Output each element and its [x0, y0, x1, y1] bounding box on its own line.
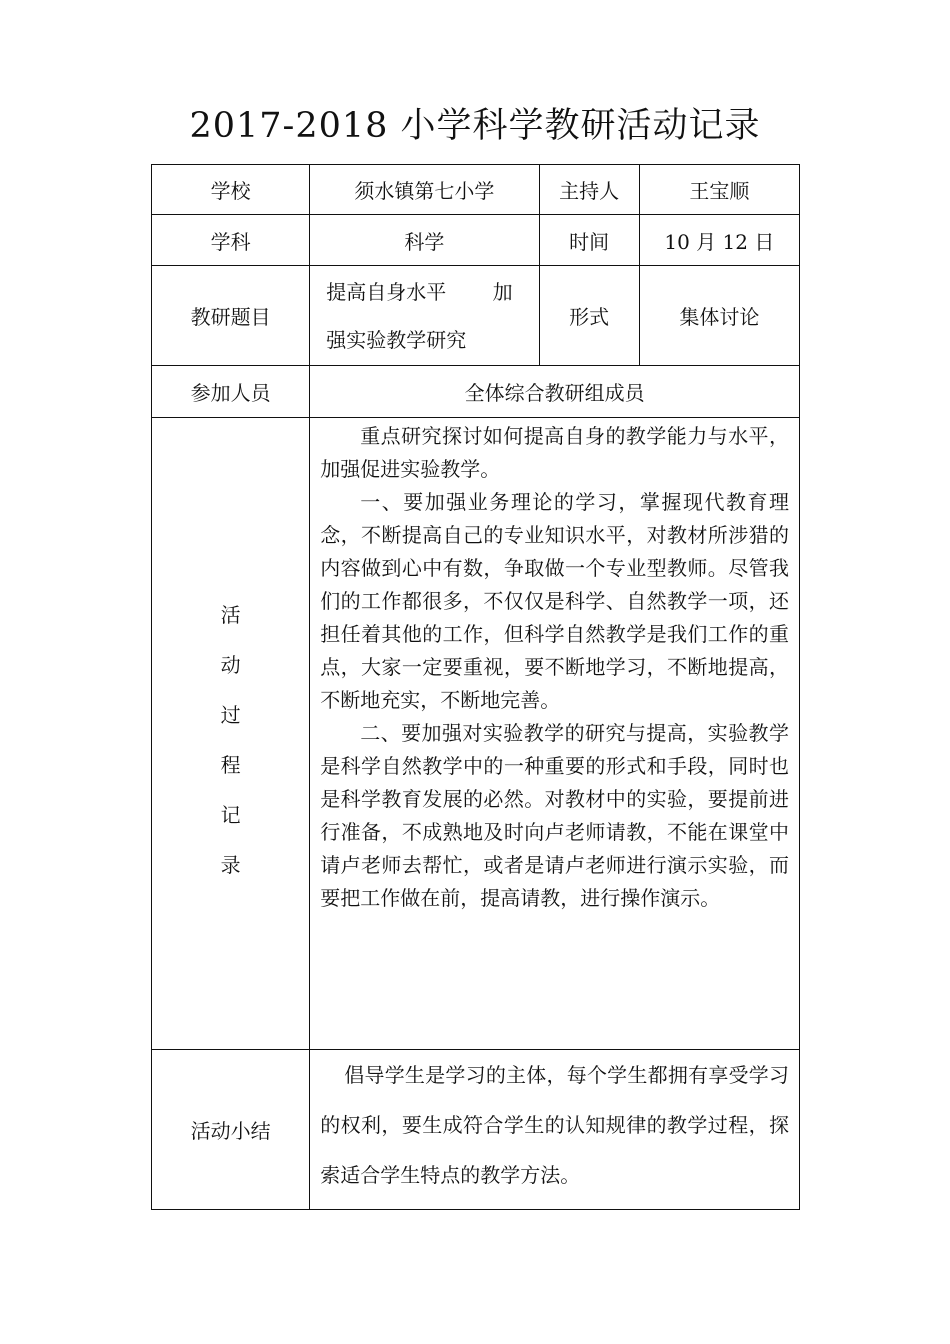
process-label-char: 活 — [220, 603, 241, 627]
time-value: 10 月 12 日 — [639, 215, 799, 266]
participants-label: 参加人员 — [152, 366, 310, 418]
process-row — [152, 418, 800, 1050]
summary-row — [152, 1050, 800, 1210]
process-paragraph: 一、要加强业务理论的学习，掌握现代教育理念，不断提高自己的专业知识水平，对教材所涉猎的内容做到心中有数，争取做一个专业型教师。尽管我们的工作都很多，不仅仅是科学、自然教学一项，还担任着其他的工作，但科学自然教学是我们工作的重点，大家一定要重视，要不断地学习，不断地提高，不断地充实，不断地完善。 — [320, 490, 789, 712]
host-value: 王宝顺 — [639, 165, 799, 215]
summary-text: 倡导学生是学习的主体，每个学生都拥有享受学习的权利，要生成符合学生的认知规律的教学过程，探索适合学生特点的教学方法。 — [320, 1063, 789, 1187]
process-paragraph: 重点研究探讨如何提高自身的教学能力与水平，加强促进实验教学。 — [320, 424, 789, 481]
process-label-char: 记 — [220, 803, 241, 827]
process-label-char: 程 — [220, 753, 241, 777]
summary-content — [310, 1050, 800, 1210]
school-value: 须水镇第七小学 — [310, 165, 539, 215]
subject-label: 学科 — [152, 215, 310, 266]
host-label: 主持人 — [539, 165, 639, 215]
document-title: 2017-2018 小学科学教研活动记录 — [189, 106, 761, 146]
process-content — [310, 418, 800, 1050]
form-label: 形式 — [539, 266, 639, 366]
topic-value — [310, 266, 539, 366]
process-label-char: 过 — [220, 703, 241, 727]
topic-row — [152, 266, 800, 366]
time-label: 时间 — [539, 215, 639, 266]
school-row — [152, 165, 800, 215]
participants-value: 全体综合教研组成员 — [310, 366, 800, 418]
process-label-char: 录 — [220, 853, 241, 877]
process-label — [152, 418, 310, 1050]
activity-record-table — [151, 164, 800, 1210]
subject-row — [152, 215, 800, 266]
topic-text: 提高自身水平 加强实验教学研究 — [326, 279, 513, 352]
school-label: 学校 — [152, 165, 310, 215]
form-value: 集体讨论 — [639, 266, 799, 366]
process-paragraph: 二、要加强对实验教学的研究与提高，实验教学是科学自然教学中的一种重要的形式和手段，同时也是科学教育发展的必然。对教材中的实验，要提前进行准备，不成熟地及时向卢老师请教，不能在课堂中请卢老师去帮忙，或者是请卢老师进行演示实验，而要把工作做在前，提高请教，进行操作演示。 — [320, 721, 789, 910]
participants-row — [152, 366, 800, 418]
topic-label: 教研题目 — [152, 266, 310, 366]
subject-value: 科学 — [310, 215, 539, 266]
process-label-char: 动 — [220, 653, 241, 677]
summary-label: 活动小结 — [152, 1050, 310, 1210]
